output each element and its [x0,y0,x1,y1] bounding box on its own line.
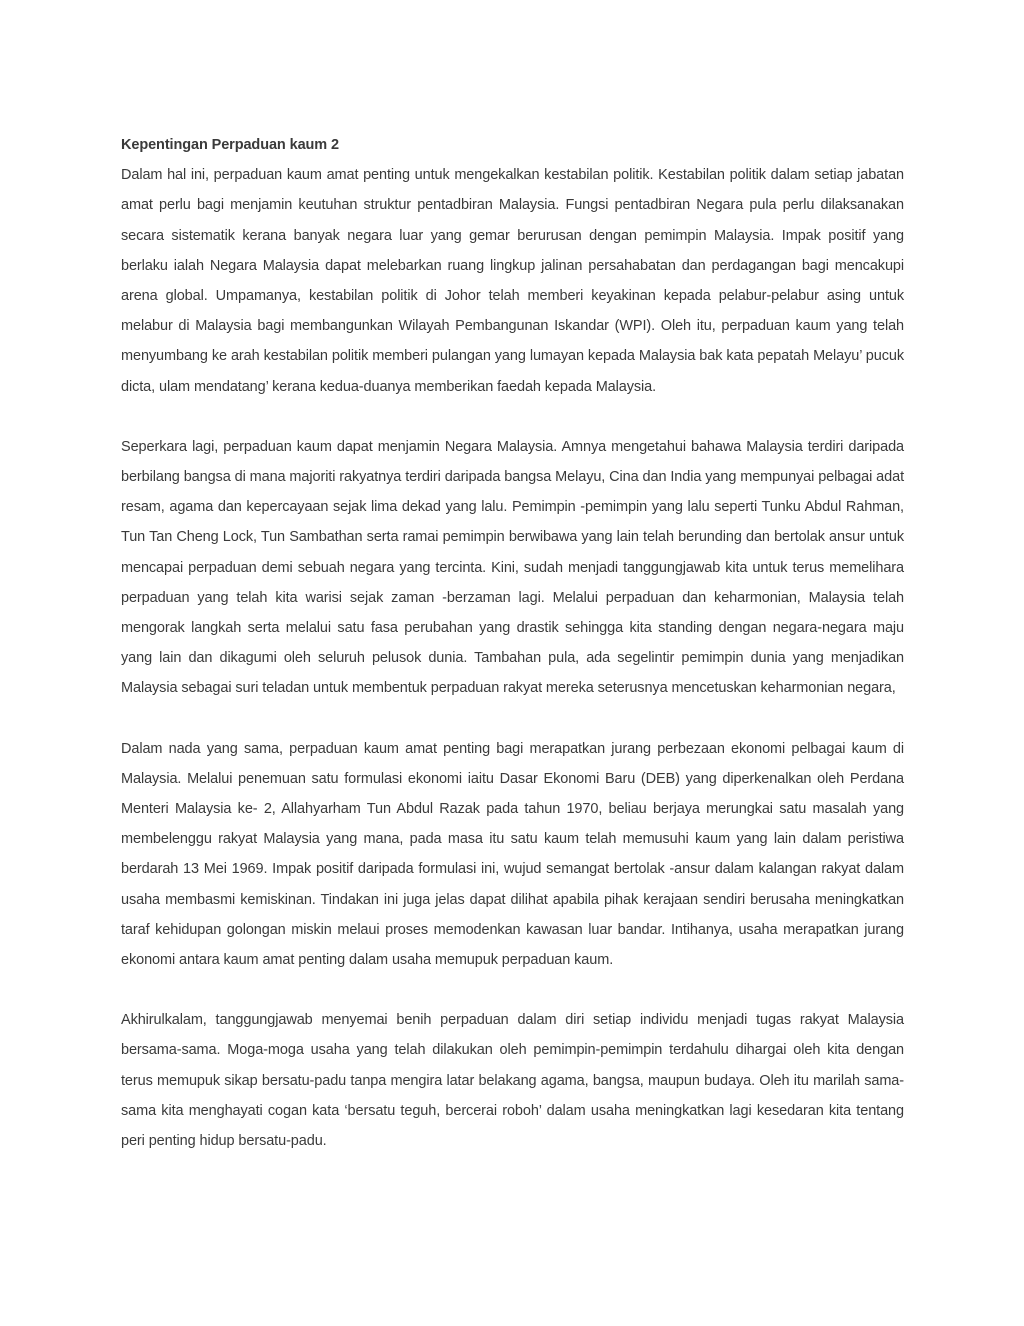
paragraph-1: Dalam hal ini, perpaduan kaum amat penting untuk mengekalkan kestabilan politik. Kestabilan politik dalam setiap jabatan amat perlu bagi menjamin keutuhan struktur pentadbiran Malaysia. Fungsi pentadbiran Negara pula perlu dilaksanakan secara sistematik kerana banyak negara luar yang gemar berurusan dengan pemimpin Malaysia. Impak positif yang berlaku ialah Negara Malaysia dapat melebarkan ruang lingkup jalinan persahabatan dan perdagangan bagi mencakupi arena global. Umpamanya, kestabilan politik di Johor telah memberi keyakinan kepada pelabur-pelabur asing untuk melabur di Malaysia bagi membangunkan Wilayah Pembangunan Iskandar (WPI). Oleh itu, perpaduan kaum yang telah menyumbang ke arah kestabilan politik memberi pulangan yang lumayan kepada Malaysia bak kata pepatah Melayu’ pucuk dicta, ulam mendatang’ kerana kedua-duanya memberikan faedah kepada Malaysia. [121,167,904,395]
document-body [121,130,904,1156]
paragraph-3: Dalam nada yang sama, perpaduan kaum amat penting bagi merapatkan jurang perbezaan ekonomi pelbagai kaum di Malaysia. Melalui penemuan satu formulasi ekonomi iaitu Dasar Ekonomi Baru (DEB) yang diperkenalkan oleh Perdana Menteri Malaysia ke- 2, Allahyarham Tun Abdul Razak pada tahun 1970, beliau berjaya merungkai satu masalah yang membelenggu rakyat Malaysia yang mana, pada masa itu satu kaum telah memusuhi kaum yang lain dalam peristiwa berdarah 13 Mei 1969. Impak positif daripada formulasi ini, wujud semangat bertolak -ansur dalam kalangan rakyat dalam usaha membasmi kemiskinan. Tindakan ini juga jelas dapat dilihat apabila pihak kerajaan sendiri berusaha meningkatkan taraf kehidupan golongan miskin melaui proses memodenkan kawasan luar bandar. Intihanya, usaha merapatkan jurang ekonomi antara kaum amat penting dalam usaha memupuk perpaduan kaum. [121,740,904,969]
paragraph-spacer [121,975,904,1005]
paragraph-4: Akhirulkalam, tanggungjawab menyemai benih perpaduan dalam diri setiap individu menjadi tugas rakyat Malaysia bersama-sama. Moga-moga usaha yang telah dilakukan oleh pemimpin-pemimpin terdahulu dihargai oleh kita dengan terus memupuk sikap bersatu-padu tanpa mengira latar belakang agama, bangsa, maupun budaya. Oleh itu marilah sama-sama kita menghayati cogan kata ‘bersatu teguh, bercerai roboh’ dalam usaha meningkatkan lagi kesedaran kita tentang peri penting hidup bersatu-padu. [121,1012,904,1150]
paragraph-2: Seperkara lagi, perpaduan kaum dapat menjamin Negara Malaysia. Amnya mengetahui bahawa Malaysia terdiri daripada berbilang bangsa di mana majoriti rakyatnya terdiri daripada bangsa Melayu, Cina dan India yang mempunyai pelbagai adat resam, agama dan kepercayaan sejak lima dekad yang lalu. Pemimpin -pemimpin yang lalu seperti Tunku Abdul Rahman, Tun Tan Cheng Lock, Tun Sambathan serta ramai pemimpin berwibawa yang lain telah berunding dan bertolak ansur untuk mencapai perpaduan demi sebuah negara yang tercinta. Kini, sudah menjadi tanggungjawab kita untuk terus memelihara perpaduan yang telah kita warisi sejak zaman -berzaman lagi. Melalui perpaduan dan keharmonian, Malaysia telah mengorak langkah serta melalui satu fasa perubahan yang drastik sehingga kita standing dengan negara-negara maju yang lain dan dikagumi oleh seluruh pelusok dunia. Tambahan pula, ada segelintir pemimpin dunia yang menjadikan Malaysia sebagai suri teladan untuk membentuk perpaduan rakyat mereka seterusnya mencetuskan keharmonian negara, [121,438,904,697]
paragraph-spacer [121,402,904,432]
document-title: Kepentingan Perpaduan kaum 2 [121,137,339,153]
paragraph-spacer [121,704,904,734]
